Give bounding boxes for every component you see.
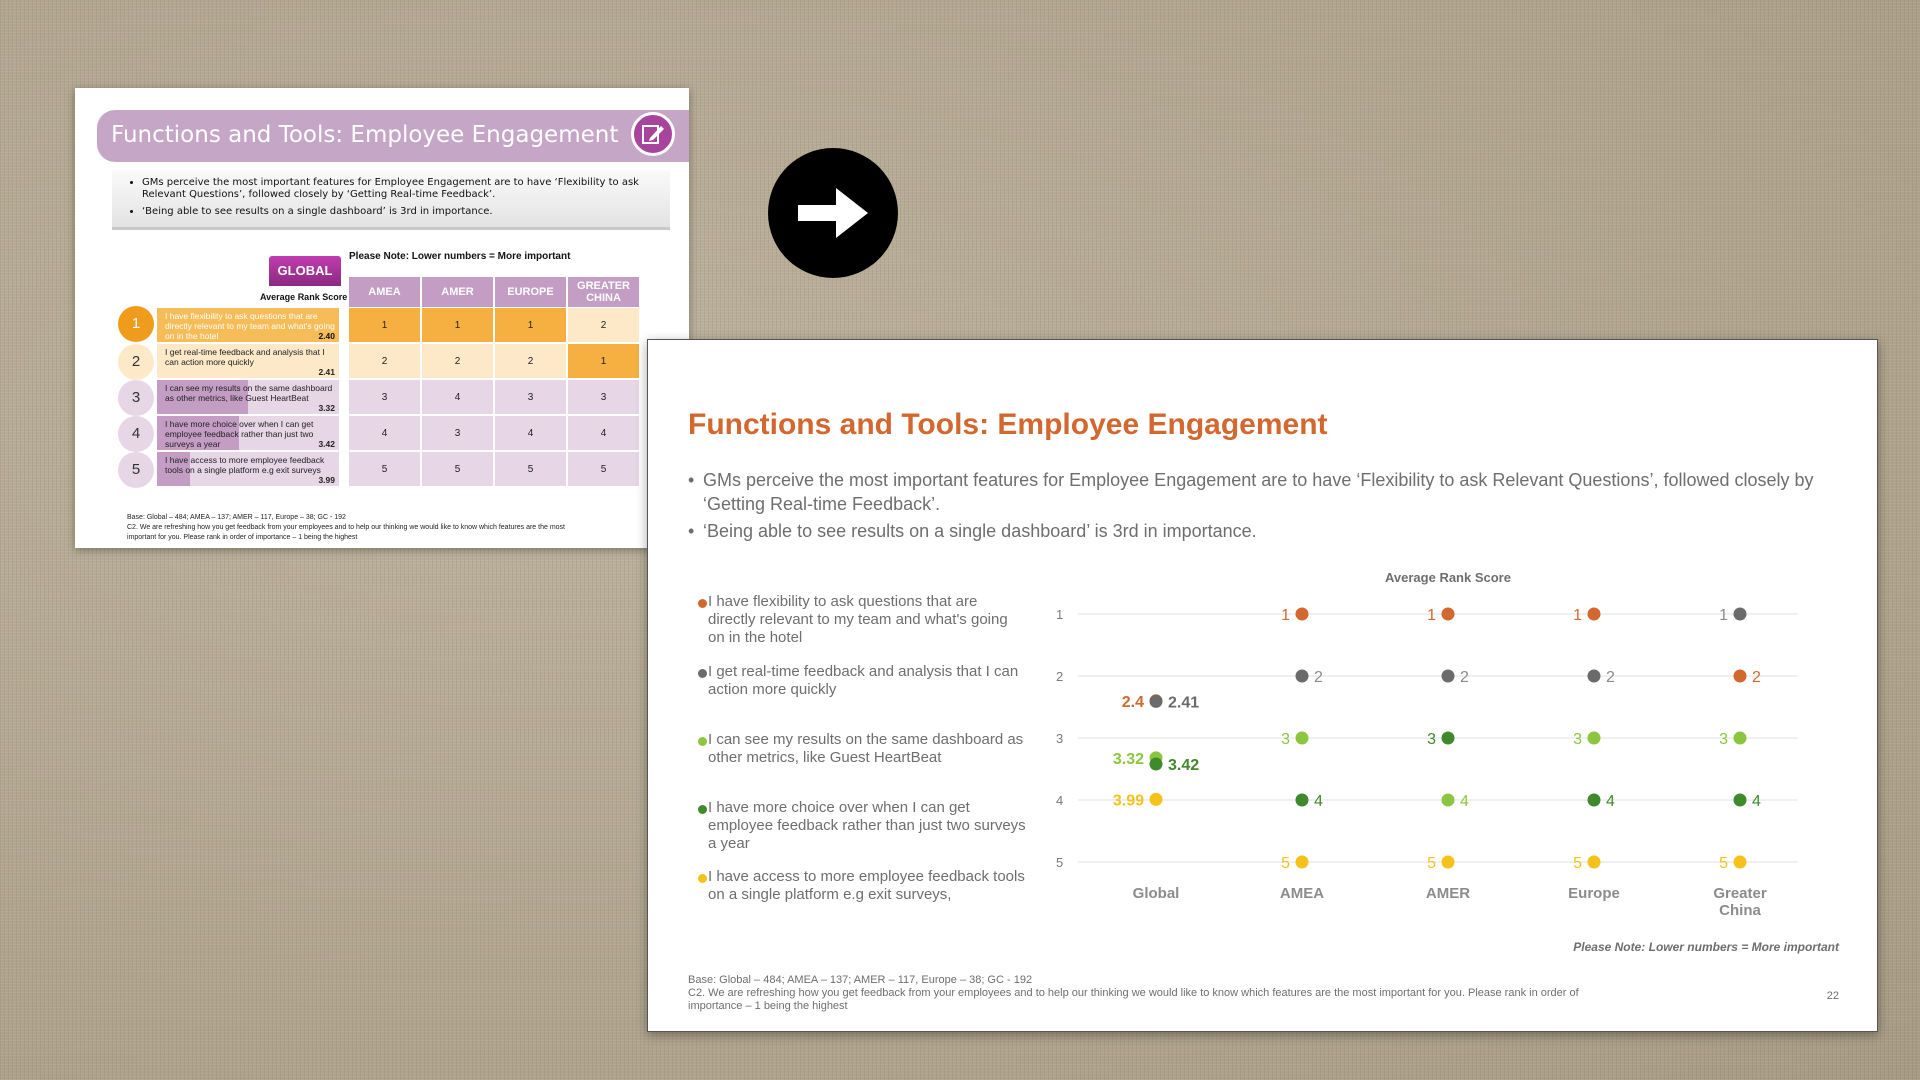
legend-item	[708, 799, 1028, 853]
rank-circle: 1	[118, 306, 154, 342]
chart-title: Average Rank Score	[1385, 570, 1511, 585]
before-slide-header	[97, 110, 689, 162]
legend-label: I get real-time feedback and analysis that I can action more quickly	[708, 663, 1019, 698]
row-label	[157, 416, 339, 450]
data-label: 2	[1752, 669, 1761, 686]
table-cell: 3	[422, 416, 493, 450]
table-cell: 1	[422, 308, 493, 342]
data-label: 1	[1427, 607, 1436, 624]
data-point	[1588, 608, 1601, 621]
data-label: 2	[1606, 669, 1615, 686]
table-cell: 1	[568, 344, 639, 378]
data-point	[1296, 670, 1309, 683]
data-label: 3	[1573, 731, 1582, 748]
before-slide	[75, 88, 689, 548]
data-label: 3.99	[1112, 792, 1144, 810]
row-label	[157, 452, 339, 486]
col-header-europe: EUROPE	[495, 277, 566, 307]
data-point	[1296, 856, 1309, 869]
rank-circle: 2	[118, 344, 154, 380]
row-label	[157, 344, 339, 378]
before-footnote-question: C2. We are refreshing how you get feedback from your employees and to help our thinking we would like to know which features are the most important for you. Please rank in order of importance – 1 being the highest	[127, 524, 565, 541]
data-point	[1734, 670, 1747, 683]
data-label: 5	[1573, 855, 1582, 872]
col-header-amea: AMEA	[349, 277, 420, 307]
edit-icon	[631, 112, 675, 156]
data-point	[1588, 856, 1601, 869]
data-label: 4	[1606, 793, 1615, 810]
table-cell: 2	[568, 308, 639, 342]
x-tick-label: AMER	[1425, 885, 1471, 902]
rank-chart	[1048, 570, 1848, 919]
before-note: Please Note: Lower numbers = More important	[349, 251, 571, 262]
before-slide-notes	[112, 170, 670, 230]
data-label: 3	[1427, 731, 1436, 748]
legend-item	[708, 731, 1028, 767]
data-point	[1734, 732, 1747, 745]
table-cell: 5	[568, 452, 639, 486]
data-point	[1442, 794, 1455, 807]
data-label: 5	[1281, 855, 1290, 872]
row-label	[157, 308, 339, 342]
page-number: 22	[1826, 990, 1839, 1002]
data-label: 3.42	[1168, 757, 1200, 775]
after-footnote-base: Base: Global – 484; AMEA – 137; AMER – 117, Europe – 38; GC - 192	[688, 974, 1033, 986]
table-cell: 2	[349, 344, 420, 378]
row-label	[157, 380, 339, 414]
data-label: 2.41	[1168, 694, 1200, 712]
legend-label: I have flexibility to ask questions that are directly relevant to my team and what's going on in the hotel	[708, 593, 1008, 646]
after-slide-title: Functions and Tools: Employee Engagement	[688, 408, 1328, 441]
data-label: 2.4	[1121, 693, 1144, 711]
data-point	[1150, 695, 1163, 708]
before-bullet: • GMs perceive the most important features for Employee Engagement are to have ‘Flexibility to ask Relevant Questions’, followed closely by ‘Getting Real-time Feedback’.	[142, 177, 660, 201]
table-cell: 2	[495, 344, 566, 378]
col-header-greater-china: GREATER CHINA	[568, 277, 639, 307]
row-score: 3.32	[318, 403, 335, 413]
data-point	[1734, 608, 1747, 621]
before-footnote-base: Base: Global – 484; AMEA – 137; AMER – 117, Europe – 38; GC - 192	[127, 514, 346, 521]
after-slide	[647, 339, 1878, 1032]
data-label: 5	[1427, 855, 1436, 872]
data-point	[1734, 856, 1747, 869]
after-slide-bullets	[688, 468, 1828, 546]
data-point	[1150, 793, 1163, 806]
table-cell: 4	[568, 416, 639, 450]
data-point	[1150, 758, 1163, 771]
y-tick-label: 2	[1056, 669, 1064, 684]
x-tick-label: AMEA	[1279, 885, 1325, 902]
data-label: 2	[1460, 669, 1469, 686]
x-tick-label: Europe	[1568, 885, 1620, 902]
data-point	[1588, 670, 1601, 683]
row-score: 3.99	[318, 475, 335, 485]
rank-circle: 3	[118, 380, 154, 416]
x-tick-label: China	[1719, 902, 1761, 919]
data-label: 4	[1314, 793, 1323, 810]
legend-dot	[698, 874, 707, 883]
rank-circle: 4	[118, 416, 154, 452]
table-cell: 4	[495, 416, 566, 450]
data-label: 5	[1719, 855, 1728, 872]
legend-label: I can see my results on the same dashboard as other metrics, like Guest HeartBeat	[708, 731, 1024, 766]
data-label: 1	[1573, 607, 1582, 624]
data-point	[1296, 794, 1309, 807]
y-tick-label: 3	[1056, 731, 1064, 746]
table-cell: 3	[349, 380, 420, 414]
legend-dot	[698, 737, 707, 746]
table-cell: 3	[568, 380, 639, 414]
global-badge: GLOBAL	[269, 256, 341, 286]
data-label: 3	[1719, 731, 1728, 748]
data-label: 1	[1719, 607, 1728, 624]
data-label: 4	[1460, 793, 1469, 810]
data-label: 4	[1752, 793, 1761, 810]
arrow-right-icon	[768, 148, 898, 278]
data-label: 1	[1281, 607, 1290, 624]
table-cell: 1	[495, 308, 566, 342]
after-footnote-question: C2. We are refreshing how you get feedback from your employees and to help our thinking we would like to know which features are the most important for you. Please rank in order of importance – 1 being the highest	[688, 987, 1579, 1012]
y-tick-label: 5	[1056, 855, 1064, 870]
table-cell: 3	[495, 380, 566, 414]
data-point	[1442, 670, 1455, 683]
data-label: 2	[1314, 669, 1323, 686]
row-score: 2.40	[318, 331, 335, 341]
legend-dot	[698, 805, 707, 814]
table-cell: 5	[422, 452, 493, 486]
before-slide-title: Functions and Tools: Employee Engagement	[111, 122, 619, 148]
row-label-text: I get real-time feedback and analysis that I can action more quickly	[165, 347, 325, 367]
after-footnote	[688, 974, 1588, 1013]
row-score: 3.42	[318, 439, 335, 449]
row-label-text: I have flexibility to ask questions that are directly relevant to my team and what's going on in the hotel	[165, 311, 335, 341]
after-note: Please Note: Lower numbers = More important	[1573, 940, 1839, 954]
after-bullet: • GMs perceive the most important features for Employee Engagement are to have ‘Flexibility to ask Relevant Questions’, followed closely by ‘Getting Real-time Feedback’.	[688, 468, 1828, 516]
y-tick-label: 4	[1056, 793, 1064, 808]
table-cell: 4	[422, 380, 493, 414]
legend-label: I have access to more employee feedback tools on a single platform e.g exit surveys,	[708, 868, 1025, 903]
table-cell: 5	[349, 452, 420, 486]
data-point	[1296, 608, 1309, 621]
data-label: 3.32	[1112, 750, 1144, 768]
table-cell: 4	[349, 416, 420, 450]
y-tick-label: 1	[1056, 607, 1064, 622]
avg-rank-label: Average Rank Score	[260, 292, 348, 302]
legend-dot	[698, 599, 707, 608]
table-cell: 5	[495, 452, 566, 486]
data-point	[1442, 732, 1455, 745]
col-header-amer: AMER	[422, 277, 493, 307]
data-point	[1588, 732, 1601, 745]
legend-item	[708, 868, 1028, 904]
data-point	[1442, 608, 1455, 621]
legend-item	[708, 663, 1028, 699]
data-point	[1442, 856, 1455, 869]
x-tick-label: Greater	[1713, 885, 1767, 902]
row-score: 2.41	[318, 367, 335, 377]
row-label-text: I can see my results on the same dashboard as other metrics, like Guest HeartBeat	[165, 383, 333, 403]
table-cell: 2	[422, 344, 493, 378]
row-label-text: I have access to more employee feedback tools on a single platform e.g exit surveys	[165, 455, 325, 475]
legend-item	[708, 593, 1028, 647]
legend-dot	[698, 669, 707, 678]
data-point	[1296, 732, 1309, 745]
table-cell: 1	[349, 308, 420, 342]
row-label-text: I have more choice over when I can get employee feedback rather than just two surveys a year	[165, 419, 314, 449]
before-bullet: • ‘Being able to see results on a single dashboard’ is 3rd in importance.	[142, 206, 660, 218]
before-footnote	[127, 513, 577, 543]
data-point	[1588, 794, 1601, 807]
x-tick-label: Global	[1132, 885, 1180, 902]
rank-circle: 5	[118, 452, 154, 488]
data-point	[1734, 794, 1747, 807]
data-label: 3	[1281, 731, 1290, 748]
legend-label: I have more choice over when I can get employee feedback rather than just two surveys a year	[708, 799, 1026, 852]
after-bullet: • ‘Being able to see results on a single dashboard’ is 3rd in importance.	[688, 519, 1828, 543]
